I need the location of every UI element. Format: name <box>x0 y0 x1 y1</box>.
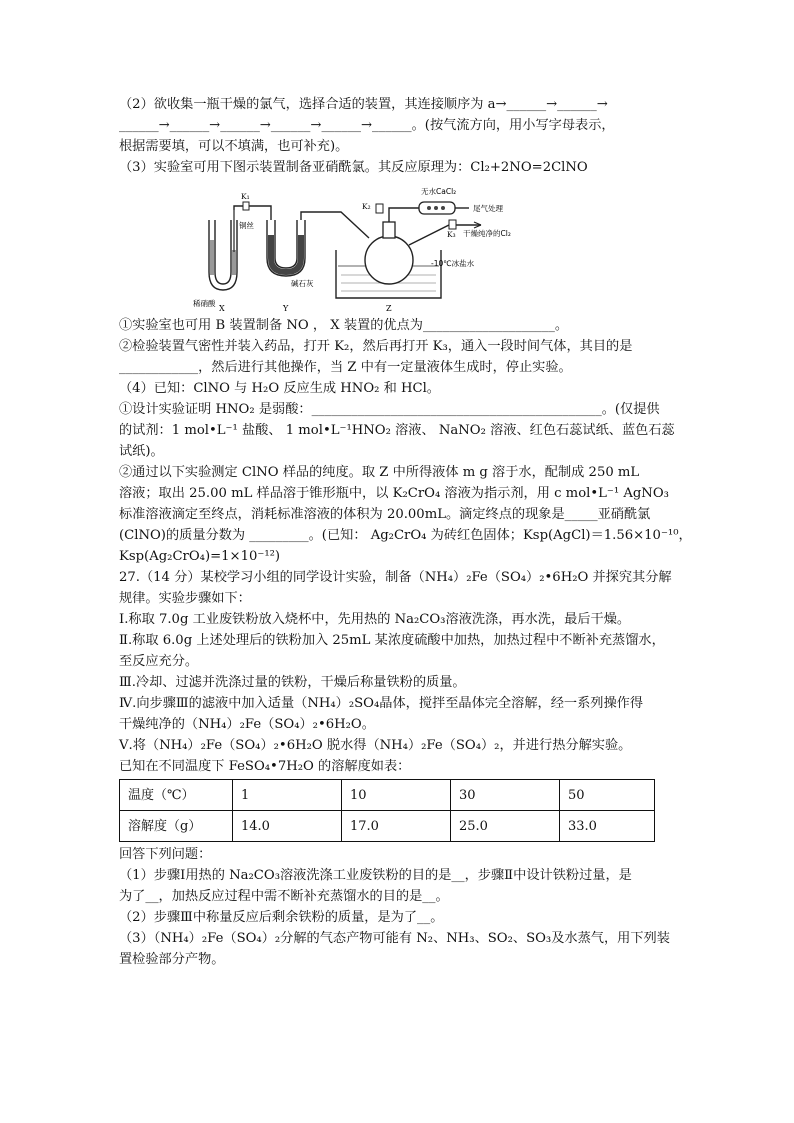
q4-line-0: （4）已知：ClNO 与 H₂O 反应生成 HNO₂ 和 HCl。 <box>119 381 440 396</box>
q27-step-2-line-2: 至反应充分。 <box>119 654 199 669</box>
table-intro: 已知在不同温度下 FeSO₄•7H₂O 的溶解度如表： <box>119 759 411 774</box>
label-tail: 尾气处理 <box>473 204 503 213</box>
table-cell: 10 <box>342 780 451 811</box>
answer-3-line-1: （3）（NH₄）₂Fe（SO₄）₂分解的气态产物可能有 N₂、NH₃、SO₂、SO₃及水蒸气，用下列装 <box>119 931 670 946</box>
valve-k2 <box>376 204 383 213</box>
answer-3-line-2: 置检验部分产物。 <box>119 952 225 967</box>
q4-b-line-1: ②通过以下实验测定 ClNO 样品的纯度。取 Z 中所得液体 m g 溶于水，配制成 250 mL <box>119 465 640 480</box>
table-row <box>120 811 655 842</box>
label-k3: K₃ <box>447 230 456 239</box>
label-k1: K₁ <box>241 192 250 201</box>
q2-line-3: 根据需要填，可以不填满，也可补充)。 <box>119 139 349 154</box>
table-cell: 温度（℃） <box>120 780 233 811</box>
q4-a-line-1: ①设计实验证明 HNO₂ 是弱酸：____________________________________________。(仅提供 <box>119 402 660 417</box>
label-x: X <box>219 304 225 313</box>
q4-b-line-5: Ksp(Ag₂CrO₄)=1×10⁻¹²) <box>119 549 281 564</box>
label-acid: 稀硝酸 <box>193 299 216 308</box>
tube-y-z <box>301 212 369 238</box>
soda-lime-fill <box>268 235 304 275</box>
q2-line-2: ______→______→______→______→______→______。(按气流方向，用小写字母表示， <box>119 118 615 133</box>
acid-liquid-left <box>210 240 214 275</box>
table-cell: 33.0 <box>560 811 655 842</box>
answer-1-line-1: （1）步骤Ⅰ用热的 Na₂CO₃溶液洗涤工业废铁粉的目的是__，步骤Ⅱ中设计铁粉过量，是 <box>119 868 632 883</box>
q27-step-4-line-2: 干燥纯净的（NH₄）₂Fe（SO₄）₂•6H₂O。 <box>119 717 375 732</box>
q4-a-line-3: 试纸)。 <box>119 444 164 459</box>
item-2-line-2: ____________，然后进行其他操作，当 Z 中有一定量液体生成时，停止实验。 <box>119 360 572 375</box>
table-cell: 溶解度（g） <box>120 811 233 842</box>
table-cell: 17.0 <box>342 811 451 842</box>
label-cacl2: 无水CaCl₂ <box>421 187 457 196</box>
item-1: ①实验室也可用 B 装置制备 NO ， X 装置的优点为____________________。 <box>119 318 569 333</box>
label-copper: 铜丝 <box>239 221 254 230</box>
q27-step-5: Ⅴ.将（NH₄）₂Fe（SO₄）₂•6H₂O 脱水得（NH₄）₂Fe（SO₄）₂，并进行热分解实验。 <box>119 738 632 753</box>
item-2-line-1: ②检验装置气密性并装入药品，打开 K₂，然后再打开 K₃，通入一段时间气体，其目的是 <box>119 339 633 354</box>
label-ice: -10℃冰盐水 <box>431 259 475 268</box>
q27-step-2-line-1: Ⅱ.称取 6.0g 上述处理后的铁粉加入 25mL 某浓度硫酸中加热，加热过程中不断补充蒸馏水， <box>119 633 665 648</box>
label-y: Y <box>283 304 289 313</box>
q4-b-line-3: 标准溶液滴定至终点，消耗标准溶液的体积为 20.00mL。滴定终点的现象是_____亚硝酰氯 <box>119 507 651 522</box>
acid-liquid-right <box>232 250 236 275</box>
q2-line-1: （2）欲收集一瓶干燥的氯气，选择合适的装置，其连接顺序为 a→______→______→ <box>119 97 608 112</box>
q27-step-4-line-1: Ⅳ.向步骤Ⅲ的滤液中加入适量（NH₄）₂SO₄晶体，搅拌至晶体完全溶解，经一系列操作得 <box>119 696 644 711</box>
outlet-tube <box>389 208 419 222</box>
flask-neck <box>383 222 395 238</box>
q4-b-line-2: 溶液；取出 25.00 mL 样品溶于锥形瓶中，以 K₂CrO₄ 溶液为指示剂，用 c mol•L⁻¹ AgNO₃ <box>119 486 669 501</box>
q3-line-1: （3）实验室可用下图示装置制备亚硝酰氯。其反应原理为：Cl₂+2NO=2ClNO <box>119 160 588 175</box>
valve-k3 <box>449 220 456 229</box>
label-soda-lime: 碱石灰 <box>291 279 314 288</box>
solubility-table <box>119 779 655 842</box>
table-cell: 50 <box>560 780 655 811</box>
label-dry-cl2: 干燥纯净的Cl₂ <box>463 229 511 238</box>
label-z: Z <box>386 304 392 313</box>
q27-step-3: Ⅲ.冷却、过滤并洗涤过量的铁粉，干燥后称量铁粉的质量。 <box>119 675 466 690</box>
q27-step-1: Ⅰ.称取 7.0g 工业废铁粉放入烧杯中，先用热的 Na₂CO₃溶液洗涤，再水洗，最后干燥。 <box>119 612 631 627</box>
answer-2: （2）步骤Ⅲ中称量反应后剩余铁粉的质量，是为了__。 <box>119 910 444 925</box>
table-cell: 30 <box>451 780 560 811</box>
q4-b-line-4: (ClNO)的质量分数为 _________。(已知： Ag₂CrO₄ 为砖红色固体；Ksp(AgCl)＝1.56×10⁻¹⁰， <box>119 528 692 543</box>
q4-a-line-2: 的试剂：1 mol•L⁻¹ 盐酸、 1 mol•L⁻¹HNO₂ 溶液、 NaNO₂ 溶液、红色石蕊试纸、蓝色石蕊 <box>119 423 675 438</box>
valve-k1 <box>243 202 249 210</box>
tube-x-y <box>234 206 271 220</box>
table-row <box>120 780 655 811</box>
q27-header-2: 规律。实验步骤如下： <box>119 591 251 606</box>
flask-z <box>365 236 413 284</box>
document-page <box>119 94 692 970</box>
q27-header-1: 27.（14 分）某校学习小组的同学设计实验，制备（NH₄）₂Fe（SO₄）₂•6H₂O 并探究其分解 <box>119 570 672 585</box>
label-k2: K₂ <box>362 202 371 211</box>
answer-1-line-2: 为了__，加热反应过程中需不断补充蒸馏水的目的是__。 <box>119 889 449 904</box>
table-cell: 1 <box>233 780 342 811</box>
apparatus-diagram <box>119 180 675 315</box>
answer-header: 回答下列问题： <box>119 847 212 862</box>
apparatus-figure <box>191 180 521 315</box>
table-cell: 25.0 <box>451 811 560 842</box>
table-cell: 14.0 <box>233 811 342 842</box>
